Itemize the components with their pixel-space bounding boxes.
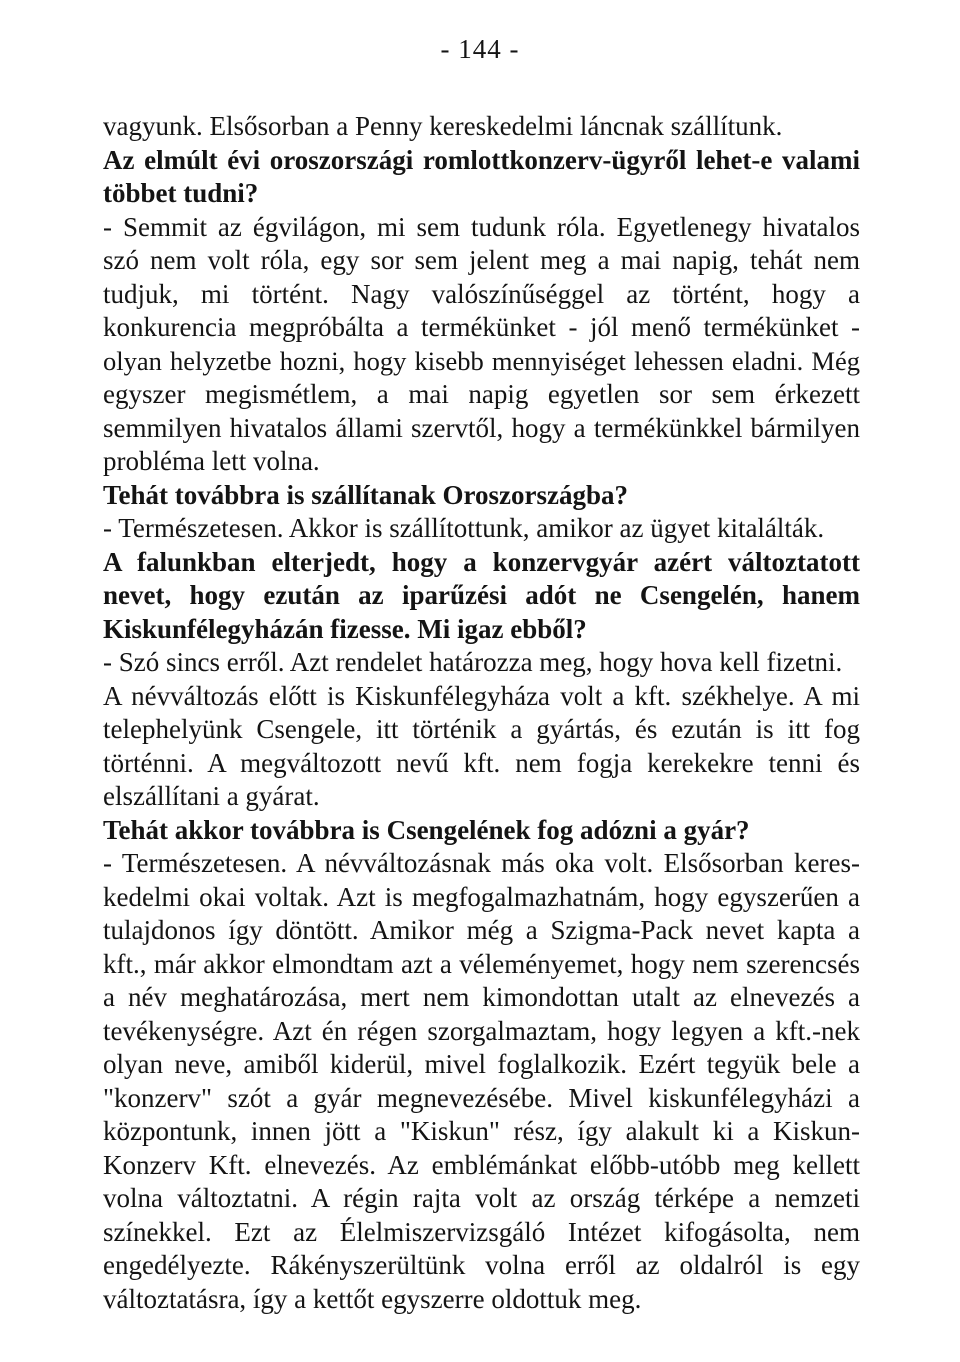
- answer-line: elszállítani a gyárat.: [103, 781, 320, 811]
- answer-line: a név meghatározása, mert nem kimondottan utalt az elnevezés a: [103, 982, 860, 1012]
- question-line: nevet, hogy ezután az iparűzési adót ne Csengelén, hanem: [103, 580, 860, 610]
- answer-line: konkurencia megpróbálta a termékünket - jól menő termékünket -: [103, 312, 860, 342]
- interview-text: [103, 110, 860, 1316]
- answer-line: probléma lett volna.: [103, 446, 320, 476]
- answer-line: engedélyezte. Rákényszerültünk volna erről az oldalról is egy: [103, 1250, 860, 1280]
- answer-line: változtatásra, így a kettőt egyszerre oldottuk meg.: [103, 1283, 642, 1314]
- answer-line: kedelmi okai voltak. Azt is megfogalmazhatnám, hogy egyszerűen a: [103, 881, 860, 912]
- answer-line: semmilyen hivatalos állami szervtől, hogy a termékünkkel bármilyen: [103, 412, 860, 443]
- answer-line: volna változtatni. A régin rajta volt az ország térképe a nemzeti: [103, 1183, 860, 1213]
- question-line: Tehát továbbra is szállítanak Oroszországba?: [103, 479, 629, 510]
- answer-line: Konzerv Kft. elnevezés. Az emblémánkat előbb-utóbb meg kellett: [103, 1149, 860, 1180]
- answer-line: - Semmit az égvilágon, mi sem tudunk róla. Egyetlenegy hivatalos: [103, 211, 860, 242]
- answer-line: központunk, innen jött a "Kiskun" rész, így alakult ki a Kiskun-: [103, 1116, 860, 1146]
- answer-line: A névváltozás előtt is Kiskunfélegyháza volt a kft. székhelye. A mi: [103, 680, 860, 711]
- answer-line: - Természetesen. A névváltozásnak más oka volt. Elsősorban keres-: [103, 848, 860, 878]
- answer-line: olyan neve, amiből kiderül, mivel foglalkozik. Ezért tegyük bele a: [103, 1049, 860, 1079]
- page-number: - 144 -: [440, 34, 520, 64]
- answer-line: egyszer megismétlem, a mai napig egyetlen sor sem érkezett: [103, 379, 860, 409]
- answer-line: tudjuk, mi történt. Nagy valószínűséggel az történt, hogy a: [103, 278, 860, 309]
- question-line: Kiskunfélegyházán fizesse. Mi igaz ebből?: [103, 613, 587, 644]
- answer-line: kft., már akkor elmondtam azt a véleményemet, hogy nem szerencsés: [103, 948, 860, 979]
- answer-line: olyan helyzetbe hozni, hogy kisebb mennyiséget lehessen eladni. Még: [103, 345, 860, 376]
- answer-line: vagyunk. Elsősorban a Penny kereskedelmi láncnak szállítunk.: [103, 111, 783, 141]
- answer-line: - Természetesen. Akkor is szállítottunk, amikor az ügyet kitalálták.: [103, 513, 825, 543]
- question-line: Tehát akkor továbbra is Csengelének fog adózni a gyár?: [103, 814, 750, 845]
- answer-line: "konzerv" szót a gyár megnevezésébe. Mivel kiskunfélegyházi a: [103, 1082, 860, 1113]
- answer-line: tulajdonos így döntött. Amikor még a Szigma-Pack nevet kapta a: [103, 915, 860, 945]
- answer-line: tevékenységre. Azt én régen szorgalmaztam, hogy legyen a kft.-nek: [103, 1015, 860, 1046]
- answer-line: történni. A megváltozott nevű kft. nem fogja kerekekre tenni és: [103, 747, 860, 778]
- question-line: Az elmúlt évi oroszországi romlottkonzerv-ügyről lehet-e valami: [103, 144, 860, 175]
- answer-line: telephelyünk Csengele, itt történik a gyártás, és ezután is itt fog: [103, 714, 860, 744]
- answer-line: szó nem volt róla, egy sor sem jelent meg a mai napig, tehát nem: [103, 245, 860, 275]
- question-line: A falunkban elterjedt, hogy a konzervgyár azért változtatott: [103, 546, 860, 577]
- question-line: többet tudni?: [103, 178, 259, 208]
- answer-line: színekkel. Ezt az Élelmiszervizsgáló Intézet kifogásolta, nem: [103, 1216, 860, 1247]
- answer-line: - Szó sincs erről. Azt rendelet határozza meg, hogy hova kell fizetni.: [103, 647, 843, 677]
